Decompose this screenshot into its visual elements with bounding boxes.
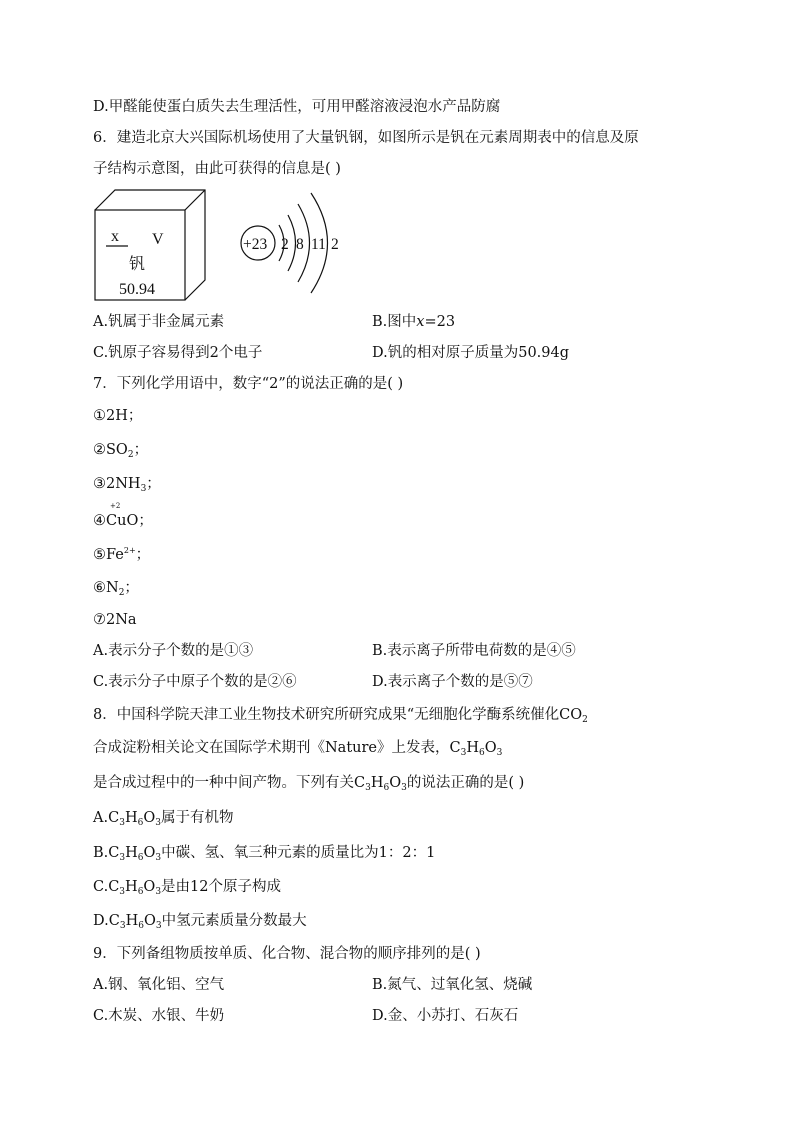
formula: $C_3H_6O_3$ <box>449 740 503 758</box>
q8-stem-line2: 合成淀粉相关论文在国际学术期刊《Nature》上发表，$C_3H_6O_3$ <box>93 740 503 758</box>
q7-item-2: $②SO_2$； <box>93 442 149 460</box>
vanadium-figure <box>93 188 363 303</box>
q6-option-c: C.钒原子容易得到2个电子 <box>93 345 263 361</box>
q9-option-b: B.氮气、过氧化氢、烧碱 <box>372 977 533 993</box>
q8-option-a: $A.C_3H_6O_3$属于有机物 <box>93 810 234 828</box>
q6-stem-line1: 6．建造北京大兴国际机场使用了大量钒钢，如图所示是钒在元素周期表中的信息及原 <box>93 130 639 146</box>
q8-option-d: $D.C_3H_6O_3$中氢元素质量分数最大 <box>93 913 307 931</box>
q8-stem-line3: 是合成过程中的一种中间产物。下列有关$C_3H_6O_3$的说法正确的是( ) <box>93 775 525 793</box>
shell-count-2: 8 <box>296 236 304 253</box>
q6-option-b: B.图中x=23 <box>372 314 456 330</box>
q7-item-6: $⑥N_2$； <box>93 580 139 598</box>
formula: $C_3H_6O_3$ <box>108 845 162 863</box>
q7-option-d: D.表示离子个数的是⑤⑦ <box>372 674 533 690</box>
shell-count-3: 11 <box>311 236 326 253</box>
formula: $C_3H_6O_3$ <box>354 775 407 793</box>
q8-option-c: $C.C_3H_6O_3$是由12个原子构成 <box>93 879 281 897</box>
q8-stem-line1: 8．中国科学院天津工业生物技术研究所研究成果“无细胞化学酶系统催化$CO_2$ <box>93 707 588 725</box>
shell-count-4: 2 <box>331 236 339 253</box>
q5-option-d: D.甲醛能使蛋白质失去生理活性，可用甲醛溶液浸泡水产品防腐 <box>93 99 501 115</box>
q6-option-d: D.钒的相对原子质量为50.94g <box>372 345 570 361</box>
q8-option-b: $B.C_3H_6O_3$中碳、氢、氧三种元素的质量比为1：2：1 <box>93 845 436 863</box>
q7-item-7: ⑦2Na <box>93 612 137 628</box>
q7-option-b: B.表示离子所带电荷数的是④⑤ <box>372 643 576 659</box>
formula: $C_3H_6O_3$ <box>108 879 162 897</box>
vanadium-diagram <box>93 188 363 303</box>
q7-option-c: C.表示分子中原子个数的是②⑥ <box>93 674 297 690</box>
element-symbol: V <box>152 231 164 248</box>
q7-item-3: $③2NH_3$； <box>93 476 161 494</box>
shell-count-1: 2 <box>281 236 289 253</box>
q9-option-a: A.钢、氧化铝、空气 <box>93 977 225 993</box>
formula: $C_3H_6O_3$ <box>108 913 162 931</box>
atomic-mass: 50.94 <box>119 281 155 298</box>
q7-option-a: A.表示分子个数的是①③ <box>93 643 254 659</box>
q7-item-5: $⑤Fe^{2+}$； <box>93 546 151 563</box>
formula: $C_3H_6O_3$ <box>108 810 161 828</box>
element-name: 钒 <box>129 256 146 273</box>
q6-stem-line2: 子结构示意图，由此可获得的信息是( ) <box>93 161 341 177</box>
atomic-number: x <box>111 228 119 245</box>
q9-stem: 9．下列备组物质按单质、化合物、混合物的顺序排列的是( ) <box>93 946 481 962</box>
q6-option-a: A.钒属于非金属元素 <box>93 314 225 330</box>
shell-arc-2 <box>288 215 296 271</box>
q9-option-c: C.木炭、水银、牛奶 <box>93 1008 225 1024</box>
nuclear-charge: +23 <box>243 236 268 253</box>
q9-option-d: D.金、小苏打、石灰石 <box>372 1008 519 1024</box>
copper-with-valence: +2 Cu <box>106 502 127 529</box>
q7-stem: 7．下列化学用语中，数字“2”的说法正确的是( ) <box>93 376 404 392</box>
q7-item-4: ④ +2 CuO； <box>93 502 153 529</box>
q7-item-1: ①2H； <box>93 408 143 424</box>
